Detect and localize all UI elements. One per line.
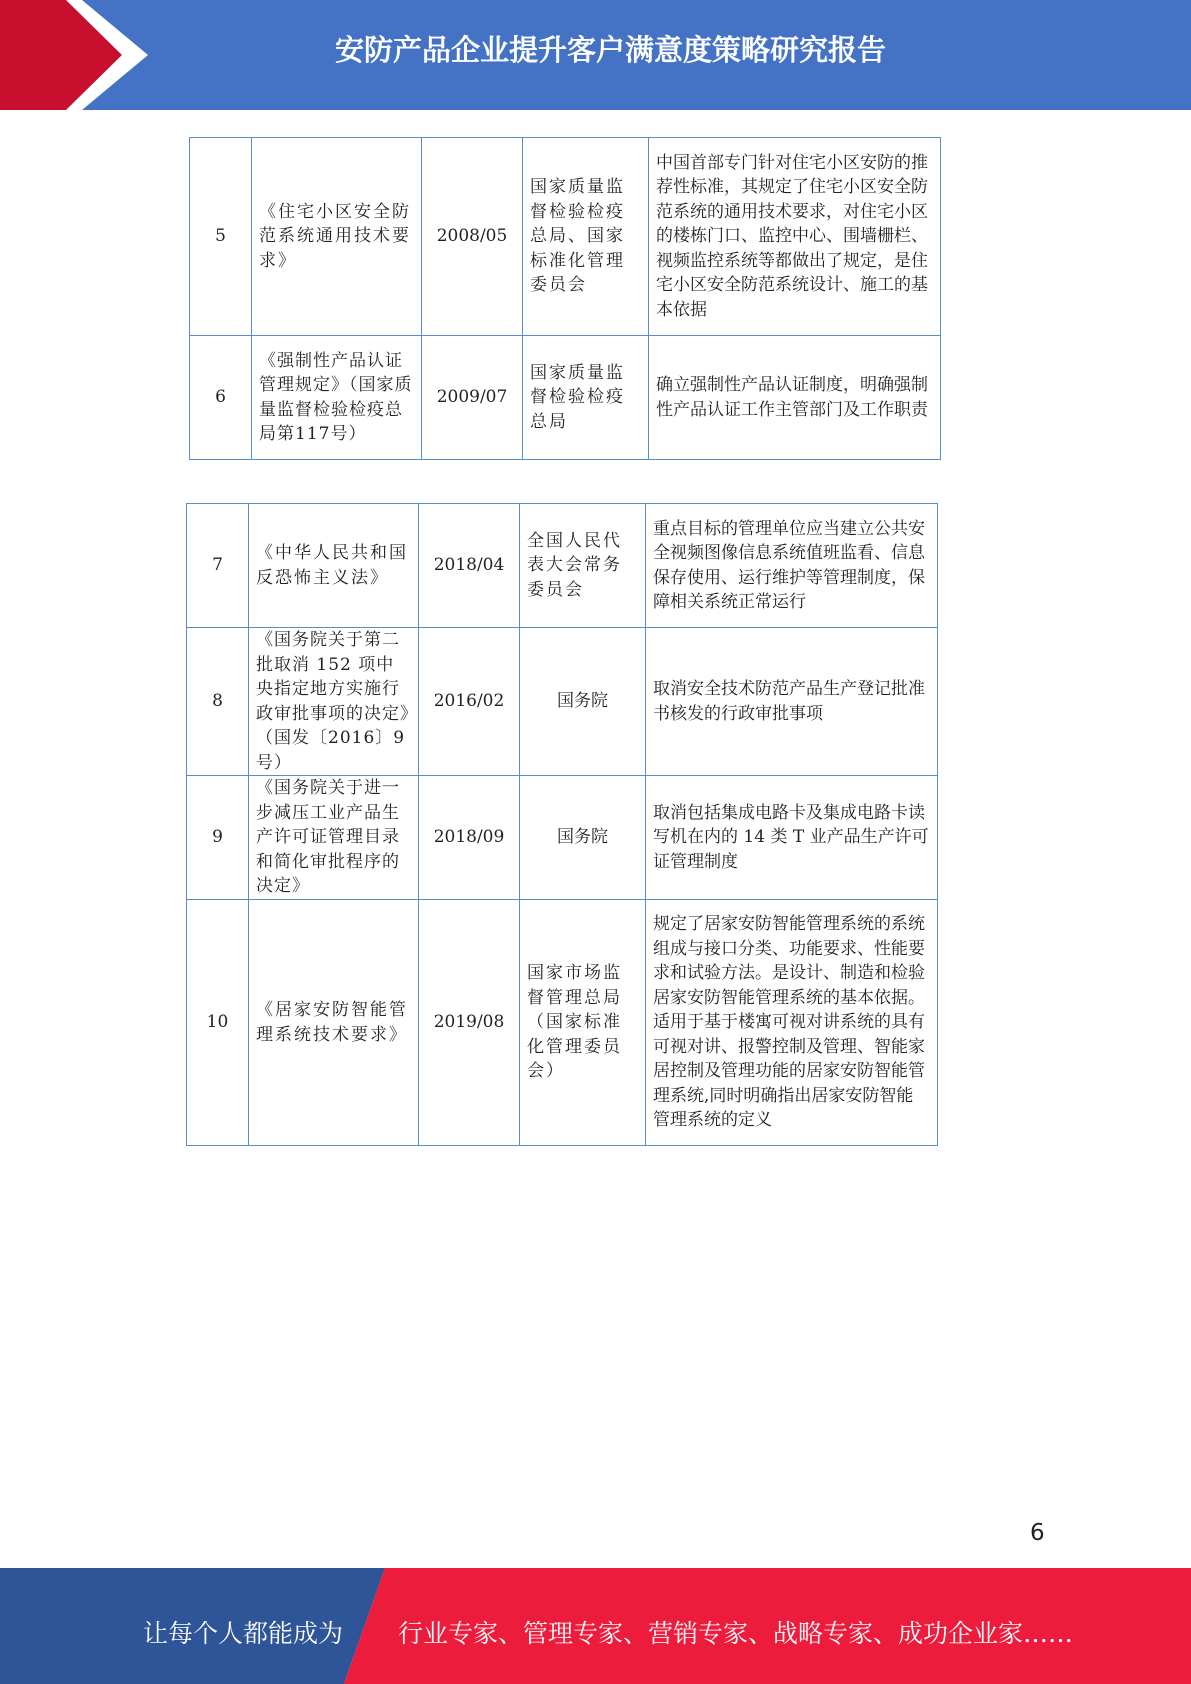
- regulation-description: 重点目标的管理单位应当建立公共安全视频图像信息系统值班监看、信息保存使用、运行维护等管理制度，保障相关系统正常运行: [646, 504, 938, 628]
- table-row: [187, 628, 938, 776]
- table-row: [190, 138, 941, 336]
- regulation-description: 中国首部专门针对住宅小区安防的推荐性标准，其规定了住宅小区安全防范系统的通用技术要求，对住宅小区的楼栋门口、监控中心、围墙栅栏、视频监控系统等都做出了规定，是住宅小区安全防范系统设计、施工的基本依据: [649, 138, 941, 336]
- report-title: 安防产品企业提升客户满意度策略研究报告: [334, 33, 886, 67]
- row-number: 5: [190, 138, 252, 336]
- table-row: [187, 900, 938, 1146]
- regulation-name: 《住宅小区安全防范系统通用技术要求》: [252, 138, 422, 336]
- issue-date: 2009/07: [422, 336, 523, 460]
- issuing-authority: 国家质量监督检验检疫总局: [523, 336, 649, 460]
- row-number: 8: [187, 628, 249, 776]
- regulation-name: 《国务院关于第二批取消 152 项中央指定地方实施行政审批事项的决定》（国发〔2016〕9号）: [249, 628, 419, 776]
- row-number: 9: [187, 776, 249, 900]
- issue-date: 2018/09: [419, 776, 520, 900]
- regulation-description: 取消包括集成电路卡及集成电路卡读写机在内的 14 类 T 业产品生产许可证管理制度: [646, 776, 938, 900]
- issue-date: 2019/08: [419, 900, 520, 1146]
- regulation-name: 《中华人民共和国反恐怖主义法》: [249, 504, 419, 628]
- issue-date: 2016/02: [419, 628, 520, 776]
- regulations-table-part2: [186, 503, 938, 1146]
- issuing-authority: 国家质量监督检验检疫总局、国家标准化管理委员会: [523, 138, 649, 336]
- table-row: [190, 336, 941, 460]
- row-number: 7: [187, 504, 249, 628]
- page-number: 6: [1030, 1520, 1045, 1546]
- issuing-authority: 国家市场监督管理总局（国家标准化管理委员会）: [520, 900, 646, 1146]
- table-row: [187, 504, 938, 628]
- row-number: 6: [190, 336, 252, 460]
- row-number: 10: [187, 900, 249, 1146]
- regulations-table-part1: [189, 137, 941, 460]
- footer-slogan-left: 让每个人都能成为: [143, 1619, 344, 1648]
- regulation-description: 取消安全技术防范产品生产登记批准书核发的行政审批事项: [646, 628, 938, 776]
- issuing-authority: 国务院: [520, 628, 646, 776]
- table-row: [187, 776, 938, 900]
- header-bar: [0, 0, 1191, 110]
- issue-date: 2008/05: [422, 138, 523, 336]
- regulation-name: 《强制性产品认证管理规定》（国家质量监督检验检疫总局第117号）: [252, 336, 422, 460]
- issuing-authority: 国务院: [520, 776, 646, 900]
- regulation-description: 规定了居家安防智能管理系统的系统组成与接口分类、功能要求、性能要求和试验方法。是设计、制造和检验居家安防智能管理系统的基本依据。适用于基于楼寓可视对讲系统的具有可视对讲、报警控制及管理、智能家居控制及管理功能的居家安防智能管理系统,同时明确指出居家安防智能管理系统的定义: [646, 900, 938, 1146]
- regulation-name: 《居家安防智能管理系统技术要求》: [249, 900, 419, 1146]
- regulation-description: 确立强制性产品认证制度，明确强制性产品认证工作主管部门及工作职责: [649, 336, 941, 460]
- regulation-name: 《国务院关于进一步减压工业产品生产许可证管理目录和简化审批程序的决定》: [249, 776, 419, 900]
- footer-slogan-right: 行业专家、管理专家、营销专家、战略专家、成功企业家……: [398, 1619, 1074, 1648]
- issuing-authority: 全国人民代表大会常务委员会: [520, 504, 646, 628]
- issue-date: 2018/04: [419, 504, 520, 628]
